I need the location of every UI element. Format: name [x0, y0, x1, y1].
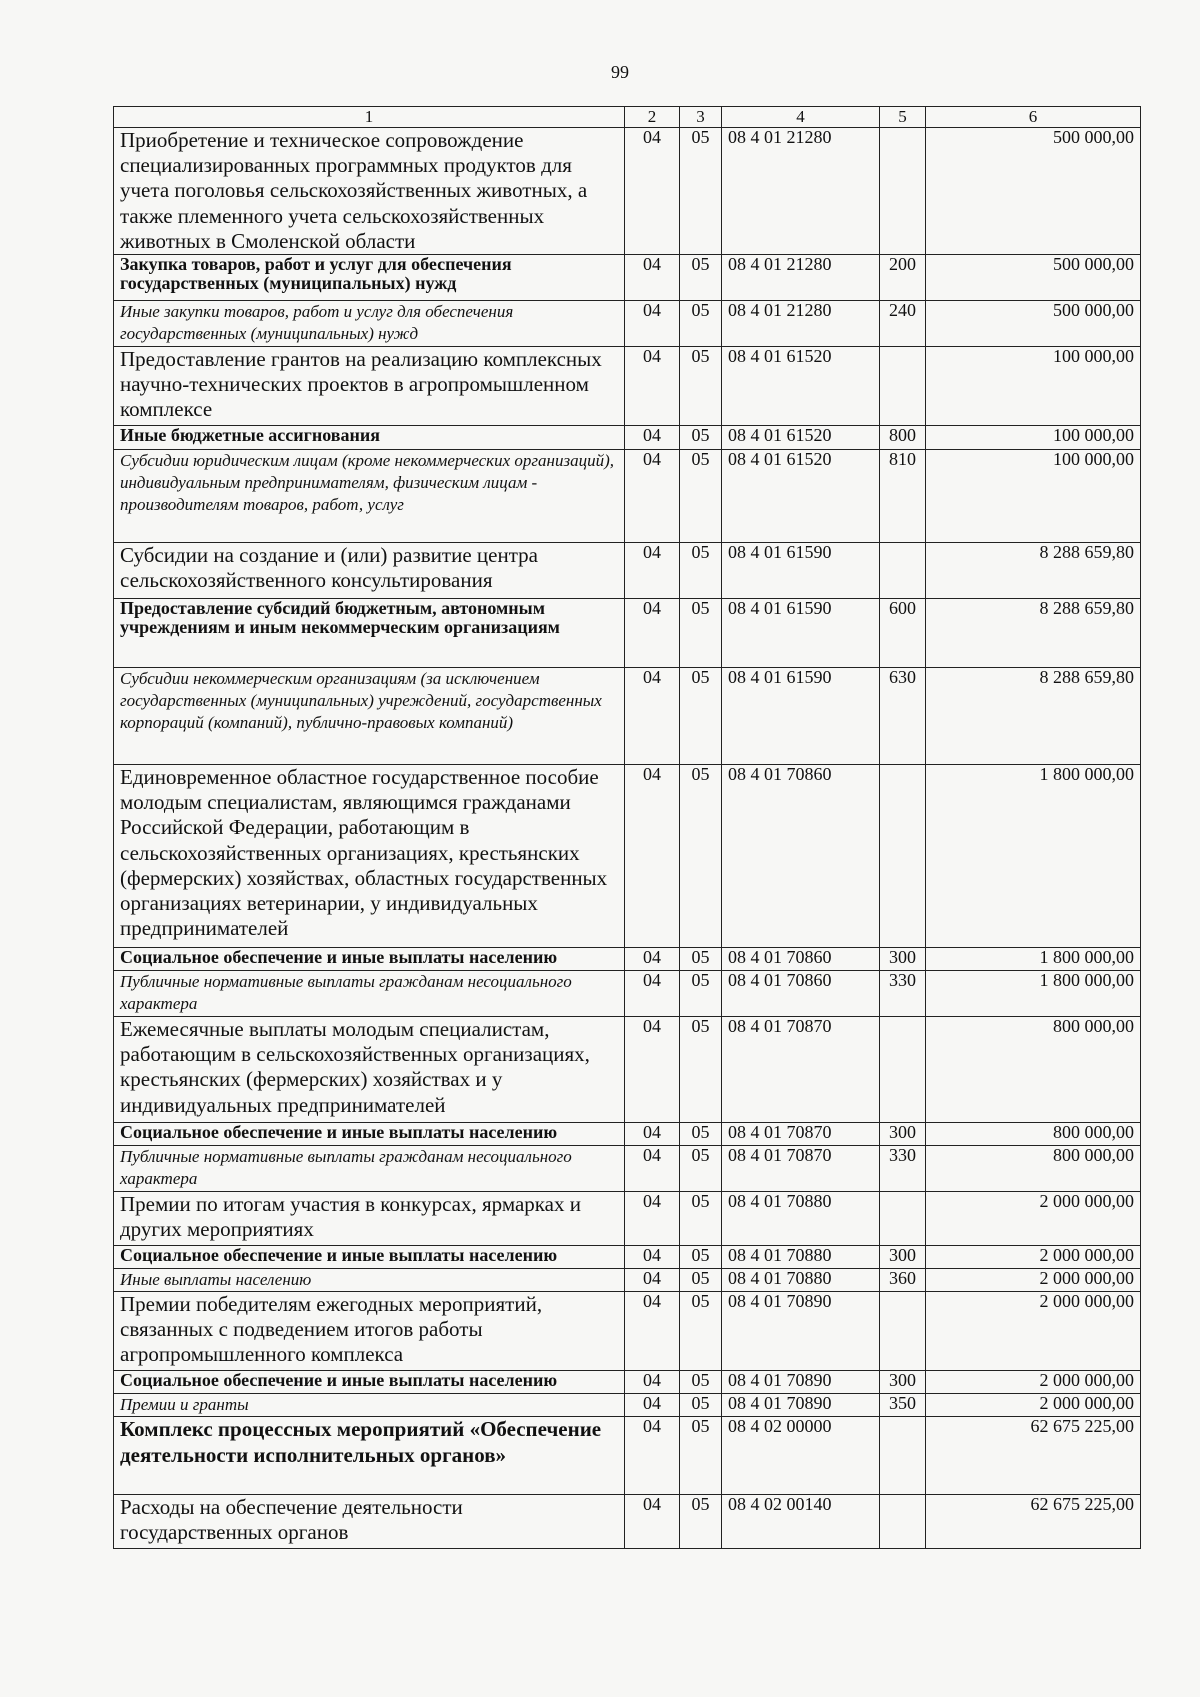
- row-name: Социальное обеспечение и иные выплаты населению: [114, 947, 625, 970]
- row-subsection-code: 05: [680, 1191, 722, 1245]
- column-header: 1: [114, 107, 625, 128]
- row-amount: 2 000 000,00: [926, 1394, 1141, 1417]
- row-name: Социальное обеспечение и иные выплаты населению: [114, 1245, 625, 1268]
- row-target-article: 08 4 01 70860: [722, 764, 880, 947]
- row-expense-type: 300: [880, 1122, 926, 1145]
- row-name: Субсидии юридическим лицам (кроме некоммерческих организаций), индивидуальным предпринимателям, физическим лицам - производителям товаров, работ, услуг: [114, 449, 625, 542]
- row-section-code: 04: [625, 1245, 680, 1268]
- table-row: [114, 1417, 1141, 1495]
- row-subsection-code: 05: [680, 425, 722, 449]
- row-amount: 500 000,00: [926, 300, 1141, 346]
- row-amount: 500 000,00: [926, 254, 1141, 300]
- row-subsection-code: 05: [680, 764, 722, 947]
- table-row: [114, 1268, 1141, 1291]
- row-expense-type: 800: [880, 425, 926, 449]
- row-target-article: 08 4 01 61520: [722, 346, 880, 425]
- row-section-code: 04: [625, 449, 680, 542]
- row-amount: 800 000,00: [926, 1016, 1141, 1122]
- row-target-article: 08 4 01 70870: [722, 1145, 880, 1191]
- row-name: Публичные нормативные выплаты гражданам несоциального характера: [114, 970, 625, 1016]
- row-name: Социальное обеспечение и иные выплаты населению: [114, 1371, 625, 1394]
- row-expense-type: 630: [880, 667, 926, 764]
- row-section-code: 04: [625, 425, 680, 449]
- row-subsection-code: 05: [680, 1145, 722, 1191]
- row-subsection-code: 05: [680, 598, 722, 667]
- table-row: [114, 1371, 1141, 1394]
- row-target-article: 08 4 01 61520: [722, 425, 880, 449]
- row-name: Ежемесячные выплаты молодым специалистам, работающим в сельскохозяйственных организациях, крестьянских (фермерских) хозяйствах и у индивидуальных предпринимателей: [114, 1016, 625, 1122]
- row-section-code: 04: [625, 1122, 680, 1145]
- table-row: [114, 970, 1141, 1016]
- row-subsection-code: 05: [680, 667, 722, 764]
- row-section-code: 04: [625, 1371, 680, 1394]
- row-amount: 1 800 000,00: [926, 970, 1141, 1016]
- row-subsection-code: 05: [680, 449, 722, 542]
- row-section-code: 04: [625, 542, 680, 598]
- row-amount: 2 000 000,00: [926, 1191, 1141, 1245]
- row-name: Комплекс процессных мероприятий «Обеспечение деятельности исполнительных органов»: [114, 1417, 625, 1495]
- row-section-code: 04: [625, 128, 680, 255]
- page-number: 99: [611, 62, 629, 82]
- table-row: [114, 425, 1141, 449]
- row-expense-type: [880, 764, 926, 947]
- row-name: Приобретение и техническое сопровождение специализированных программных продуктов для учета поголовья сельскохозяйственных животных, а также племенного учета сельскохозяйственных животных в Смоленской области: [114, 128, 625, 255]
- row-subsection-code: 05: [680, 1122, 722, 1145]
- row-amount: 2 000 000,00: [926, 1371, 1141, 1394]
- row-subsection-code: 05: [680, 1495, 722, 1549]
- row-subsection-code: 05: [680, 1371, 722, 1394]
- row-subsection-code: 05: [680, 947, 722, 970]
- row-target-article: 08 4 01 70880: [722, 1245, 880, 1268]
- table-row: [114, 1122, 1141, 1145]
- row-expense-type: [880, 1292, 926, 1371]
- row-expense-type: [880, 1495, 926, 1549]
- column-header: 6: [926, 107, 1141, 128]
- table-row: [114, 254, 1141, 300]
- row-target-article: 08 4 01 61520: [722, 449, 880, 542]
- row-amount: 8 288 659,80: [926, 598, 1141, 667]
- row-name: Иные бюджетные ассигнования: [114, 425, 625, 449]
- row-expense-type: 600: [880, 598, 926, 667]
- row-amount: 100 000,00: [926, 346, 1141, 425]
- row-target-article: 08 4 01 61590: [722, 598, 880, 667]
- table-row: [114, 1495, 1141, 1549]
- row-subsection-code: 05: [680, 1394, 722, 1417]
- row-amount: 100 000,00: [926, 425, 1141, 449]
- row-section-code: 04: [625, 1394, 680, 1417]
- row-name: Единовременное областное государственное пособие молодым специалистам, являющимся гражданами Российской Федерации, работающим в сельскохозяйственных организациях, крестьянских (фермерских) хозяйствах, областных государственных организациях ветеринарии, у индивидуальных предпринимателей: [114, 764, 625, 947]
- budget-table-body: [114, 107, 1141, 1549]
- row-target-article: 08 4 01 70890: [722, 1292, 880, 1371]
- row-expense-type: [880, 346, 926, 425]
- row-expense-type: 330: [880, 970, 926, 1016]
- row-target-article: 08 4 01 21280: [722, 128, 880, 255]
- row-name: Премии и гранты: [114, 1394, 625, 1417]
- row-target-article: 08 4 01 70880: [722, 1268, 880, 1291]
- row-section-code: 04: [625, 1145, 680, 1191]
- table-row: [114, 947, 1141, 970]
- table-row: [114, 542, 1141, 598]
- row-subsection-code: 05: [680, 300, 722, 346]
- row-name: Публичные нормативные выплаты гражданам несоциального характера: [114, 1145, 625, 1191]
- row-target-article: 08 4 01 70880: [722, 1191, 880, 1245]
- row-section-code: 04: [625, 947, 680, 970]
- row-expense-type: 300: [880, 947, 926, 970]
- row-expense-type: [880, 1417, 926, 1495]
- row-section-code: 04: [625, 970, 680, 1016]
- row-expense-type: [880, 542, 926, 598]
- table-header-row: [114, 107, 1141, 128]
- row-expense-type: 810: [880, 449, 926, 542]
- row-subsection-code: 05: [680, 1016, 722, 1122]
- row-section-code: 04: [625, 1417, 680, 1495]
- row-section-code: 04: [625, 1292, 680, 1371]
- table-row: [114, 346, 1141, 425]
- row-target-article: 08 4 01 61590: [722, 667, 880, 764]
- row-section-code: 04: [625, 254, 680, 300]
- row-name: Закупка товаров, работ и услуг для обеспечения государственных (муниципальных) нужд: [114, 254, 625, 300]
- table-row: [114, 449, 1141, 542]
- row-section-code: 04: [625, 1495, 680, 1549]
- row-name: Иные выплаты населению: [114, 1268, 625, 1291]
- row-subsection-code: 05: [680, 1417, 722, 1495]
- row-expense-type: [880, 1016, 926, 1122]
- row-expense-type: [880, 1191, 926, 1245]
- column-header: 3: [680, 107, 722, 128]
- row-amount: 8 288 659,80: [926, 667, 1141, 764]
- row-section-code: 04: [625, 598, 680, 667]
- row-section-code: 04: [625, 667, 680, 764]
- column-header: 5: [880, 107, 926, 128]
- row-section-code: 04: [625, 764, 680, 947]
- row-expense-type: 360: [880, 1268, 926, 1291]
- row-target-article: 08 4 01 70860: [722, 970, 880, 1016]
- row-amount: 2 000 000,00: [926, 1245, 1141, 1268]
- row-expense-type: 300: [880, 1245, 926, 1268]
- row-expense-type: [880, 128, 926, 255]
- table-row: [114, 1016, 1141, 1122]
- row-amount: 2 000 000,00: [926, 1292, 1141, 1371]
- row-name: Субсидии некоммерческим организациям (за исключением государственных (муниципальных) учреждений, государственных корпораций (компаний), публично-правовых компаний): [114, 667, 625, 764]
- column-header: 4: [722, 107, 880, 128]
- budget-table: [113, 106, 1141, 1549]
- table-row: [114, 1292, 1141, 1371]
- row-name: Субсидии на создание и (или) развитие центра сельскохозяйственного консультирования: [114, 542, 625, 598]
- row-expense-type: 240: [880, 300, 926, 346]
- row-target-article: 08 4 02 00000: [722, 1417, 880, 1495]
- row-amount: 1 800 000,00: [926, 764, 1141, 947]
- table-row: [114, 1245, 1141, 1268]
- table-row: [114, 1394, 1141, 1417]
- row-section-code: 04: [625, 1016, 680, 1122]
- row-amount: 2 000 000,00: [926, 1268, 1141, 1291]
- row-section-code: 04: [625, 300, 680, 346]
- row-amount: 62 675 225,00: [926, 1495, 1141, 1549]
- row-subsection-code: 05: [680, 1268, 722, 1291]
- row-amount: 62 675 225,00: [926, 1417, 1141, 1495]
- row-target-article: 08 4 02 00140: [722, 1495, 880, 1549]
- row-subsection-code: 05: [680, 1292, 722, 1371]
- row-name: Иные закупки товаров, работ и услуг для обеспечения государственных (муниципальных) нужд: [114, 300, 625, 346]
- row-expense-type: 350: [880, 1394, 926, 1417]
- row-subsection-code: 05: [680, 542, 722, 598]
- row-name: Премии по итогам участия в конкурсах, ярмарках и других мероприятиях: [114, 1191, 625, 1245]
- row-expense-type: 330: [880, 1145, 926, 1191]
- row-target-article: 08 4 01 70860: [722, 947, 880, 970]
- row-amount: 500 000,00: [926, 128, 1141, 255]
- row-name: Премии победителям ежегодных мероприятий, связанных с подведением итогов работы агропромышленного комплекса: [114, 1292, 625, 1371]
- row-name: Предоставление грантов на реализацию комплексных научно-технических проектов в агропромышленном комплексе: [114, 346, 625, 425]
- table-row: [114, 764, 1141, 947]
- row-amount: 800 000,00: [926, 1122, 1141, 1145]
- row-section-code: 04: [625, 1268, 680, 1291]
- row-target-article: 08 4 01 21280: [722, 300, 880, 346]
- row-amount: 1 800 000,00: [926, 947, 1141, 970]
- row-subsection-code: 05: [680, 1245, 722, 1268]
- row-target-article: 08 4 01 70870: [722, 1122, 880, 1145]
- row-expense-type: 200: [880, 254, 926, 300]
- column-header: 2: [625, 107, 680, 128]
- row-subsection-code: 05: [680, 346, 722, 425]
- row-target-article: 08 4 01 70870: [722, 1016, 880, 1122]
- row-section-code: 04: [625, 1191, 680, 1245]
- row-amount: 8 288 659,80: [926, 542, 1141, 598]
- row-name: Расходы на обеспечение деятельности государственных органов: [114, 1495, 625, 1549]
- row-target-article: 08 4 01 70890: [722, 1394, 880, 1417]
- table-row: [114, 1191, 1141, 1245]
- row-target-article: 08 4 01 61590: [722, 542, 880, 598]
- table-row: [114, 128, 1141, 255]
- row-name: Социальное обеспечение и иные выплаты населению: [114, 1122, 625, 1145]
- table-row: [114, 1145, 1141, 1191]
- row-expense-type: 300: [880, 1371, 926, 1394]
- row-target-article: 08 4 01 70890: [722, 1371, 880, 1394]
- table-row: [114, 667, 1141, 764]
- row-section-code: 04: [625, 346, 680, 425]
- row-target-article: 08 4 01 21280: [722, 254, 880, 300]
- row-amount: 800 000,00: [926, 1145, 1141, 1191]
- table-row: [114, 598, 1141, 667]
- table-row: [114, 300, 1141, 346]
- row-subsection-code: 05: [680, 970, 722, 1016]
- row-subsection-code: 05: [680, 128, 722, 255]
- row-name: Предоставление субсидий бюджетным, автономным учреждениям и иным некоммерческим организациям: [114, 598, 625, 667]
- row-amount: 100 000,00: [926, 449, 1141, 542]
- row-subsection-code: 05: [680, 254, 722, 300]
